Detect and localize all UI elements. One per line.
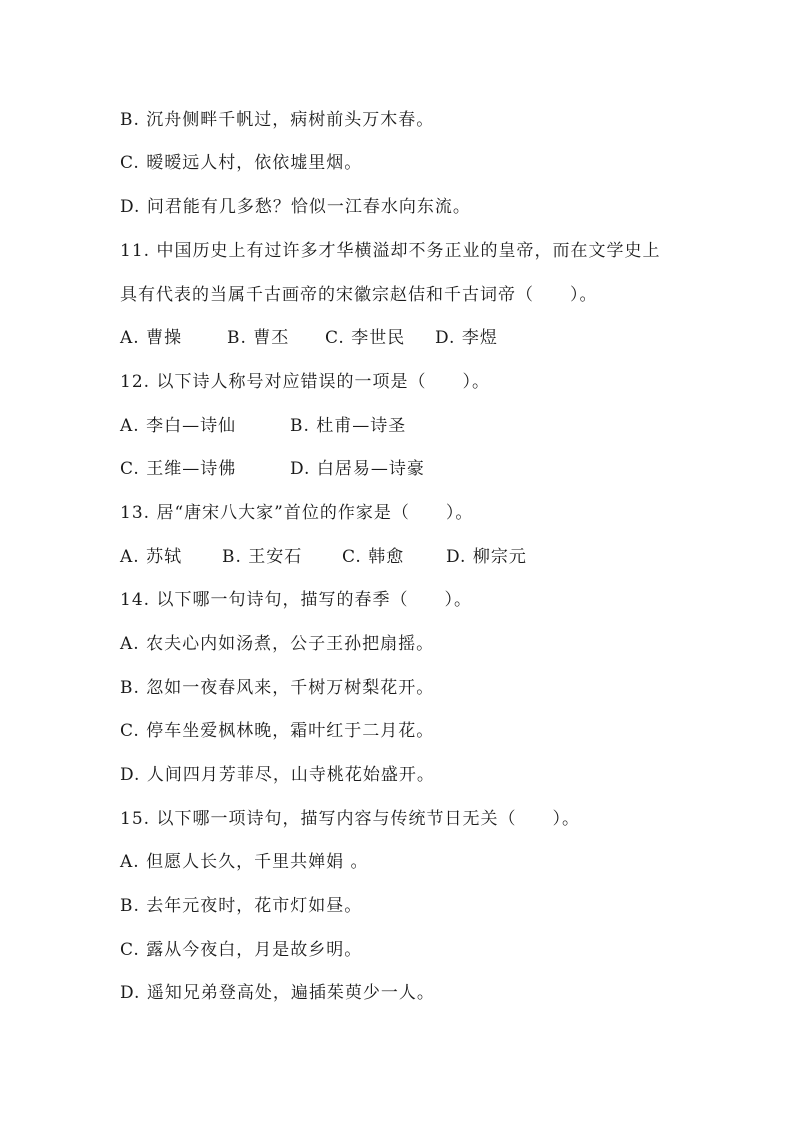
q15-option-b: B. 去年元夜时，花市灯如昼。	[120, 896, 363, 916]
q12-stem: 12. 以下诗人称号对应错误的一项是（ ）。	[120, 372, 490, 392]
q13-options	[120, 545, 527, 569]
q10-option-c: C. 暧暧远人村，依依墟里烟。	[120, 153, 363, 173]
q15-option-a: A. 但愿人长久，千里共婵娟 。	[120, 852, 369, 872]
q12-option-b: B. 杜甫—诗圣	[290, 416, 407, 436]
q14-stem: 14. 以下哪一句诗句，描写的春季（ ）。	[120, 590, 472, 610]
q12-option-c: C. 王维—诗佛	[120, 459, 237, 479]
q14-option-a: A. 农夫心内如汤煮，公子王孙把扇摇。	[120, 634, 435, 654]
q11-option-b: B. 曹丕	[227, 328, 290, 348]
q11-option-d: D. 李煜	[435, 328, 498, 348]
q13-option-b: B. 王安石	[222, 547, 303, 567]
q15-option-c: C. 露从今夜白，月是故乡明。	[120, 940, 363, 960]
q13-option-c: C. 韩愈	[342, 547, 405, 567]
q12-options-row1	[120, 414, 406, 438]
q14-option-c: C. 停车坐爱枫林晚，霜叶红于二月花。	[120, 721, 435, 741]
q11-stem-line2: 具有代表的当属千古画帝的宋徽宗赵佶和千古词帝（ ）。	[120, 285, 598, 305]
q15-option-d: D. 遥知兄弟登高处，遍插茱萸少一人。	[120, 983, 435, 1003]
q10-option-d: D. 问君能有几多愁？恰似一江春水向东流。	[120, 197, 471, 217]
q13-option-d: D. 柳宗元	[446, 547, 527, 567]
q13-option-a: A. 苏轼	[120, 547, 183, 567]
q10-option-b: B. 沉舟侧畔千帆过，病树前头万木春。	[120, 110, 435, 130]
q12-option-a: A. 李白—诗仙	[120, 416, 237, 436]
q14-option-d: D. 人间四月芳菲尽，山寺桃花始盛开。	[120, 765, 435, 785]
q13-stem: 13. 居“唐宋八大家”首位的作家是（ ）。	[120, 503, 474, 523]
q12-option-d: D. 白居易—诗豪	[290, 459, 425, 479]
q14-option-b: B. 忽如一夜春风来，千树万树梨花开。	[120, 678, 435, 698]
q12-options-row2	[120, 457, 425, 481]
q11-stem-line1: 11. 中国历史上有过许多才华横溢却不务正业的皇帝，而在文学史上	[120, 241, 661, 261]
q11-options	[120, 326, 498, 350]
q11-option-a: A. 曹操	[120, 328, 183, 348]
q15-stem: 15. 以下哪一项诗句，描写内容与传统节日无关（ ）。	[120, 809, 580, 829]
q11-option-c: C. 李世民	[325, 328, 406, 348]
